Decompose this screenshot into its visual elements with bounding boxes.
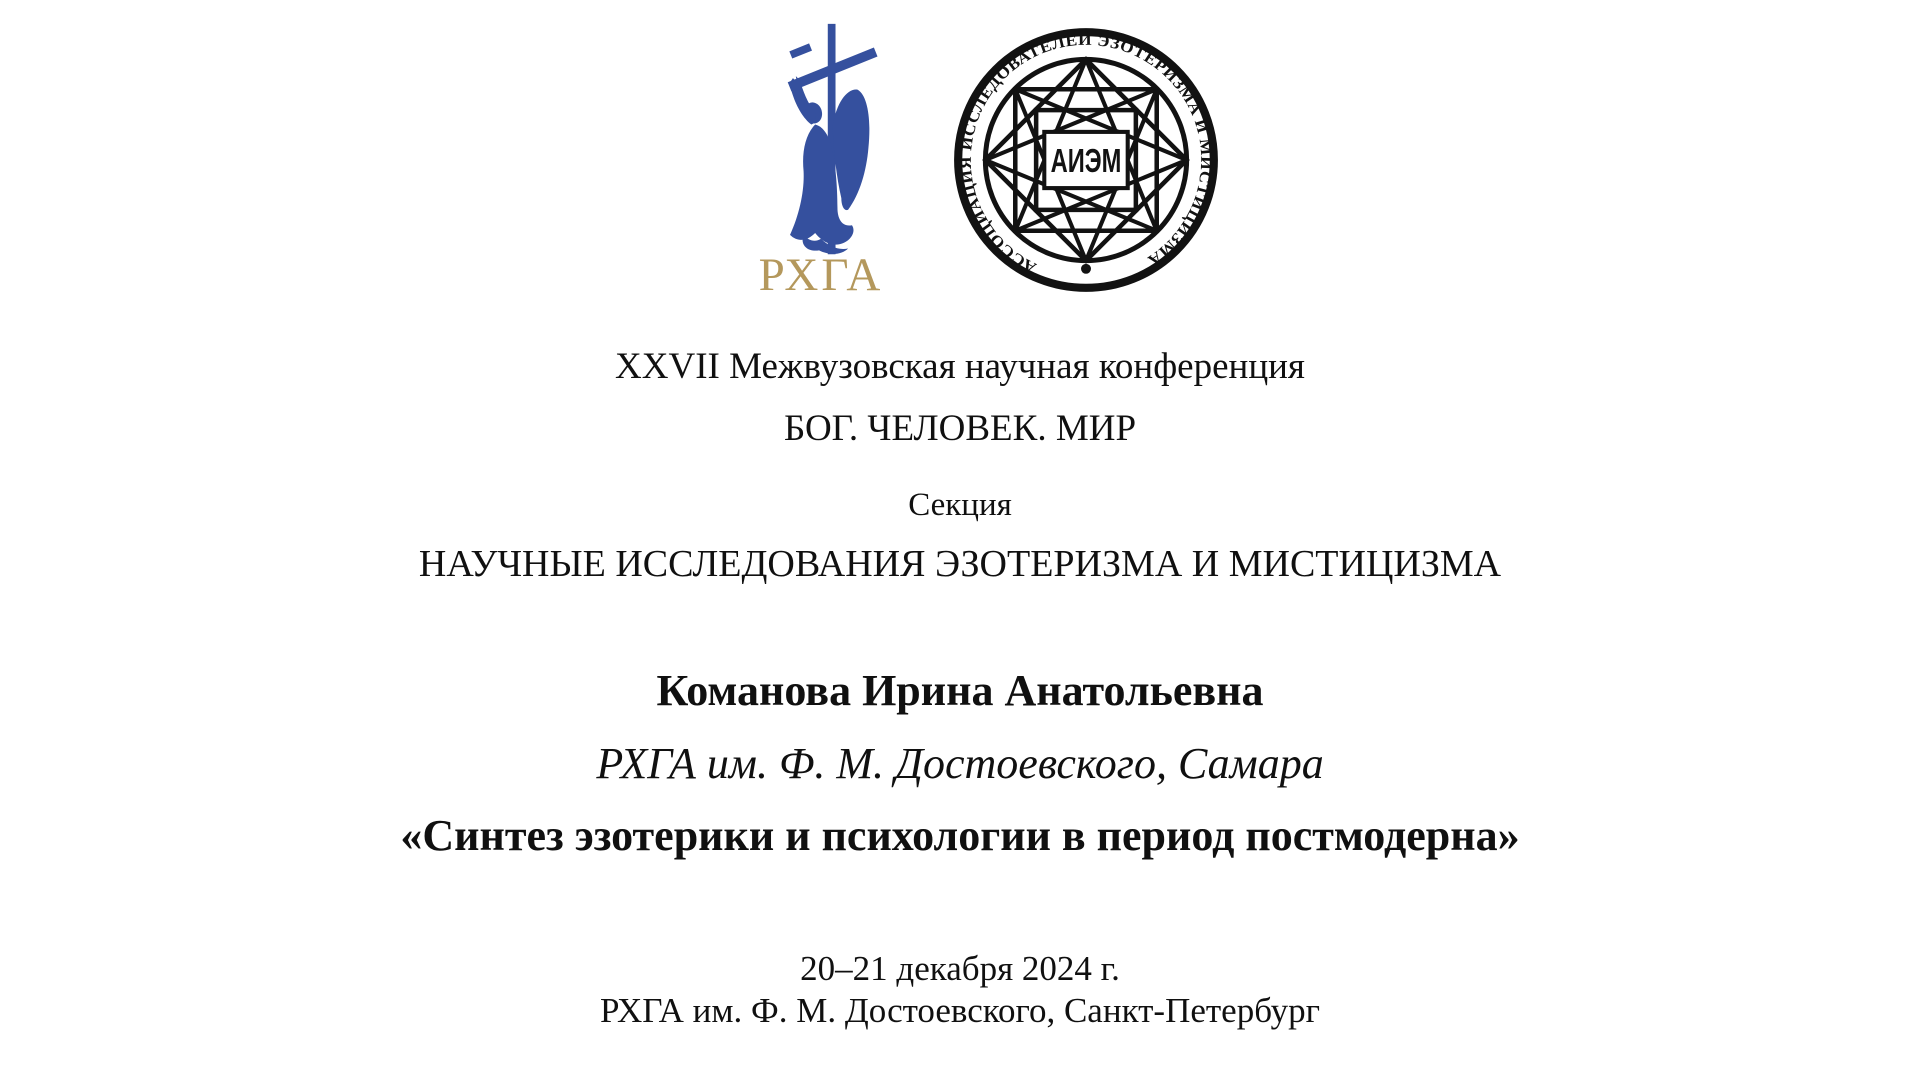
rhga-wordmark: РХГА [758,249,884,301]
aiem-dot [1081,264,1091,274]
section-label: Секция [908,487,1012,523]
aiem-ring-text: АССОЦИАЦИЯ ИССЛЕДОВАТЕЛЕЙ ЭЗОТЕРИЗМА И МИСТИЦИЗМА [957,31,1215,277]
aiem-monogram: АИЭМ [1050,142,1122,180]
conference-motto: БОГ. ЧЕЛОВЕК. МИР [783,408,1137,449]
angel-wing [833,90,870,211]
rhga-logo [736,20,906,299]
event-dates: 20–21 декабря 2024 г. [800,949,1120,988]
speaker-affiliation: РХГА им. Ф. М. Достоевского, Самара [596,739,1324,788]
speaker-name: Команова Ирина Анатольевна [656,666,1264,715]
event-venue: РХГА им. Ф. М. Достоевского, Санкт-Петербург [599,991,1321,1030]
cross-nub [789,43,812,58]
angel-with-cross-icon [741,20,901,262]
conference-name: XXVII Межвузовская научная конференция [615,346,1305,387]
angel-cross-group [788,24,878,254]
aiem-emblem-icon [950,24,1222,296]
section-name: НАУЧНЫЕ ИССЛЕДОВАНИЯ ЭЗОТЕРИЗМА И МИСТИЦИЗМА [418,543,1502,585]
aiem-logo [950,24,1222,296]
talk-title: «Синтез эзотерики и психологии в период постмодерна» [400,811,1520,860]
